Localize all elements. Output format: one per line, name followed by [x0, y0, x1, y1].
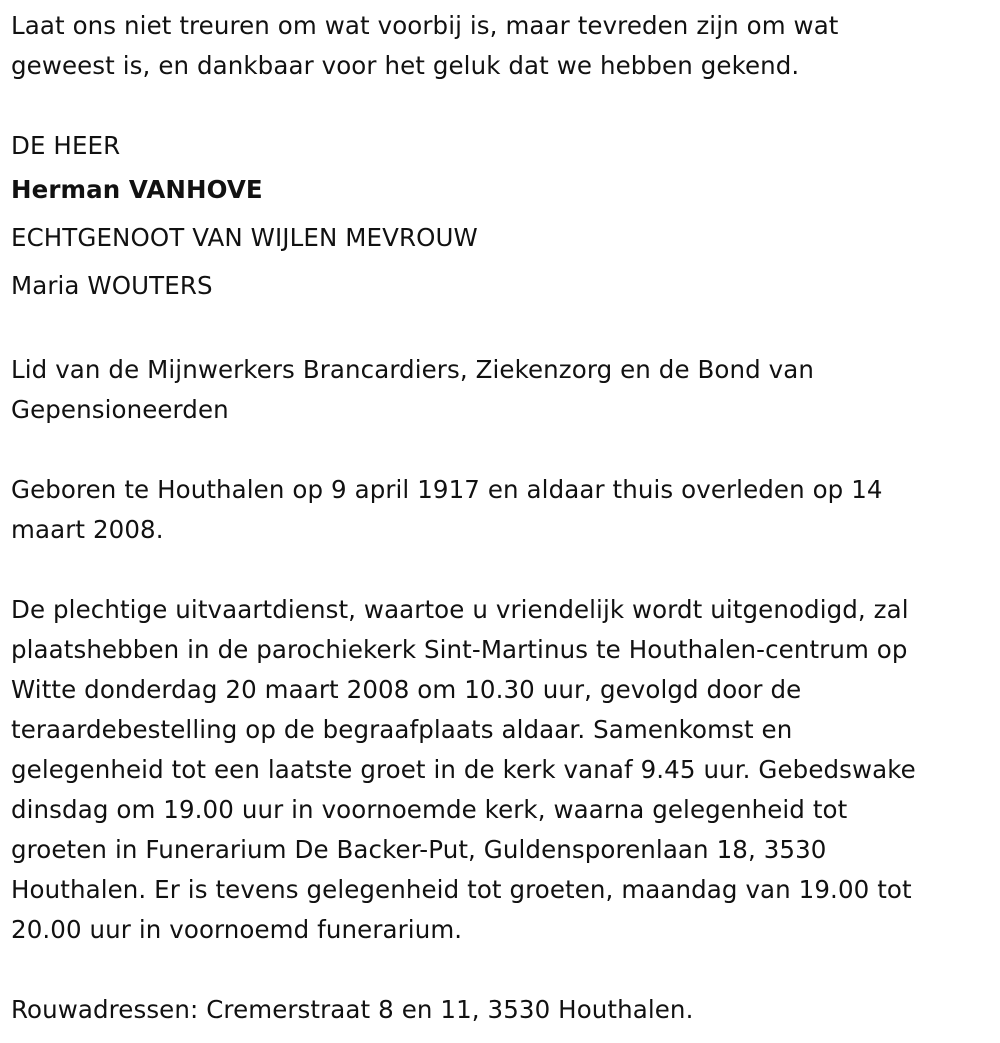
funeral-line: groeten in Funerarium De Backer-Put, Guldensporenlaan 18, 3530: [11, 835, 827, 864]
addresses-paragraph: [11, 990, 996, 1030]
birth-death-line: Geboren te Houthalen op 9 april 1917 en aldaar thuis overleden op 14: [11, 475, 883, 504]
quote-paragraph: [11, 6, 996, 86]
quote-line: geweest is, en dankbaar voor het geluk dat we hebben gekend.: [11, 51, 800, 80]
deceased-relation: ECHTGENOOT VAN WIJLEN MEVROUW: [11, 223, 478, 252]
funeral-line: plaatshebben in de parochiekerk Sint-Martinus te Houthalen-centrum op: [11, 635, 908, 664]
funeral-line: 20.00 uur in voornoemd funerarium.: [11, 915, 463, 944]
deceased-block: [11, 126, 996, 310]
membership-line: Gepensioneerden: [11, 395, 229, 424]
deceased-name: Herman VANHOVE: [11, 175, 263, 204]
paragraph-spacer: [11, 86, 996, 126]
addresses-line: Rouwadressen: Cremerstraat 8 en 11, 3530 Houthalen.: [11, 995, 694, 1024]
funeral-line: teraardebestelling op de begraafplaats aldaar. Samenkomst en: [11, 715, 793, 744]
funeral-line: Houthalen. Er is tevens gelegenheid tot groeten, maandag van 19.00 tot: [11, 875, 912, 904]
funeral-line: dinsdag om 19.00 uur in voornoemde kerk, waarna gelegenheid tot: [11, 795, 848, 824]
spouse-name: Maria WOUTERS: [11, 271, 213, 300]
birth-death-line: maart 2008.: [11, 515, 164, 544]
deceased-title: DE HEER: [11, 131, 121, 160]
paragraph-spacer: [11, 550, 996, 590]
funeral-line: Witte donderdag 20 maart 2008 om 10.30 uur, gevolgd door de: [11, 675, 802, 704]
paragraph-spacer: [11, 950, 996, 990]
funeral-line: De plechtige uitvaartdienst, waartoe u vriendelijk wordt uitgenodigd, zal: [11, 595, 909, 624]
quote-line: Laat ons niet treuren om wat voorbij is, maar tevreden zijn om wat: [11, 11, 839, 40]
membership-line: Lid van de Mijnwerkers Brancardiers, Ziekenzorg en de Bond van: [11, 355, 815, 384]
obituary-document: [11, 6, 996, 1030]
funeral-line: gelegenheid tot een laatste groet in de kerk vanaf 9.45 uur. Gebedswake: [11, 755, 916, 784]
paragraph-spacer: [11, 310, 996, 350]
funeral-paragraph: [11, 590, 996, 950]
birth-death-paragraph: [11, 470, 996, 550]
paragraph-spacer: [11, 430, 996, 470]
membership-paragraph: [11, 350, 996, 430]
